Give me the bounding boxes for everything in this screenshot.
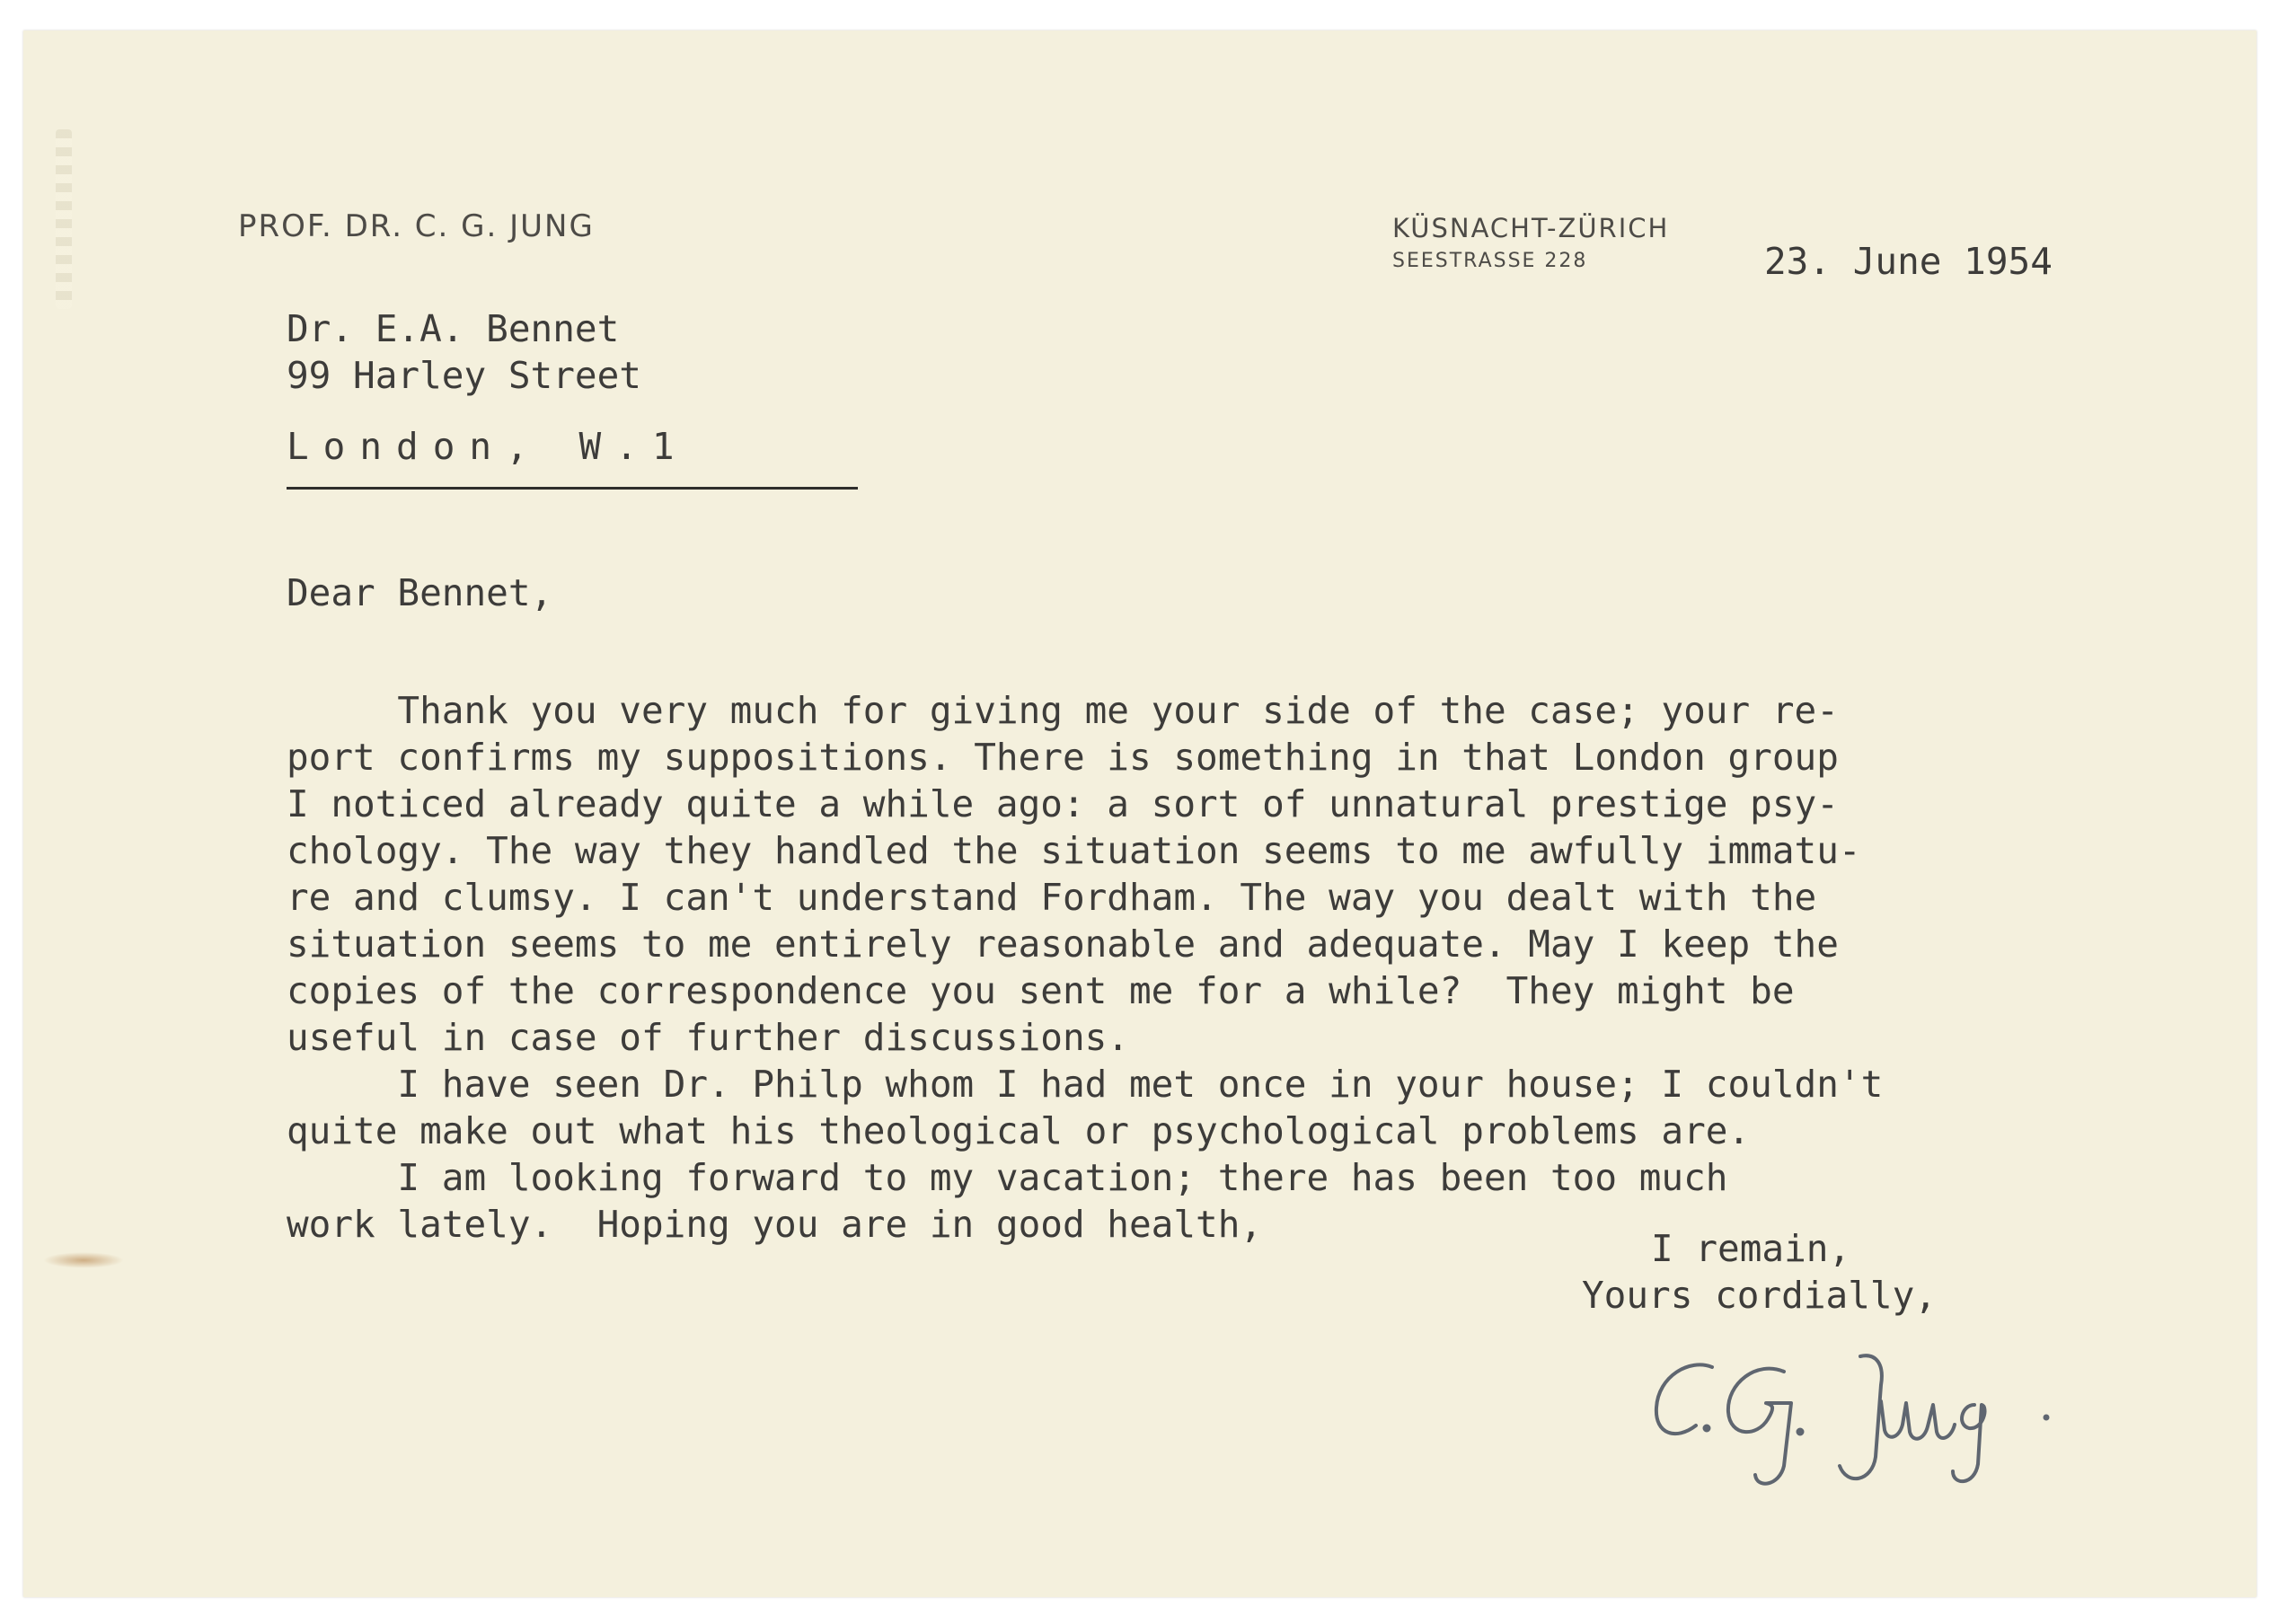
body-line: useful in case of further discussions. xyxy=(287,1016,1129,1059)
body-line: Thank you very much for giving me your side of the case; your re- xyxy=(287,689,1839,732)
letter-sheet xyxy=(23,31,2256,1597)
recipient-city: London, W.1 xyxy=(287,425,689,468)
recipient-name: Dr. E.A. Bennet xyxy=(287,307,620,350)
body-line: I have seen Dr. Philp whom I had met once in your house; I couldn't xyxy=(287,1063,1884,1106)
rust-stain xyxy=(43,1252,124,1268)
letter-date: 23. June 1954 xyxy=(1764,240,2053,283)
handwritten-signature xyxy=(1640,1331,2179,1502)
body-line: work lately. Hoping you are in good health, xyxy=(287,1203,1263,1246)
body-line: copies of the correspondence you sent me for a while? They might be xyxy=(287,969,1795,1012)
body-line: quite make out what his theological or psychological problems are. xyxy=(287,1109,1751,1152)
body-line: chology. The way they handled the situation seems to me awfully immatu- xyxy=(287,829,1861,872)
closing-line-2: Yours cordially, xyxy=(1582,1274,1937,1317)
body-line: re and clumsy. I can't understand Fordham. The way you dealt with the xyxy=(287,876,1817,919)
recipient-street: 99 Harley Street xyxy=(287,354,641,397)
salutation: Dear Bennet, xyxy=(287,571,553,614)
closing-line-1: I remain, xyxy=(1651,1227,1851,1270)
letterhead-street: SEESTRASSE 228 xyxy=(1392,250,1588,272)
body-line: I noticed already quite a while ago: a sort of unnatural prestige psy- xyxy=(287,782,1839,825)
body-line: situation seems to me entirely reasonable and adequate. May I keep the xyxy=(287,922,1839,966)
address-underline xyxy=(287,487,858,490)
body-line: port confirms my suppositions. There is something in that London group xyxy=(287,736,1839,779)
staple-fold-mark xyxy=(56,129,72,309)
body-line: I am looking forward to my vacation; there has been too much xyxy=(287,1156,1728,1199)
letterhead-name: PROF. DR. C. G. JUNG xyxy=(238,208,595,244)
letterhead-place: KÜSNACHT-ZÜRICH xyxy=(1392,213,1670,243)
